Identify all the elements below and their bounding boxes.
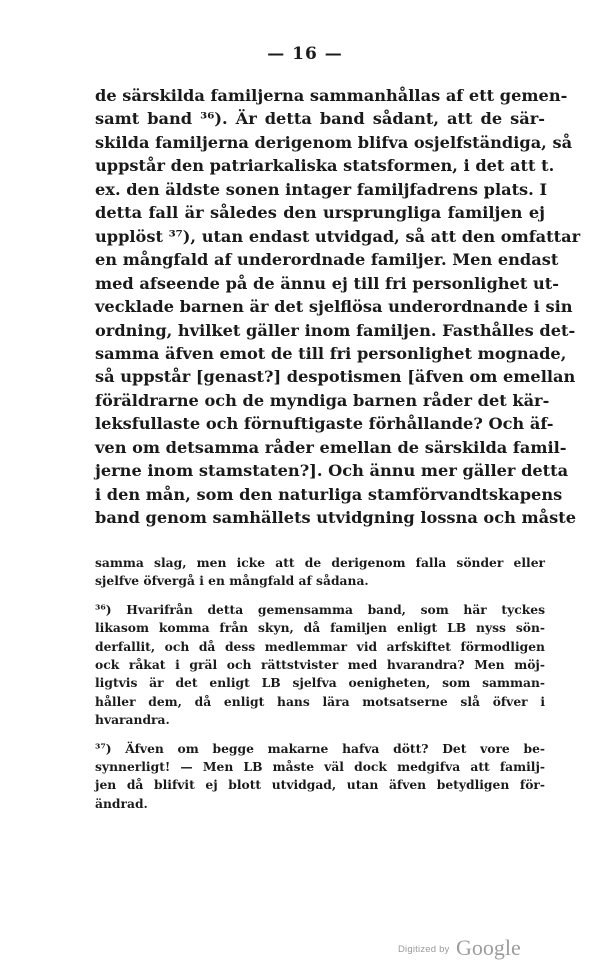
footnote-line: ligtvis är det enligt LB sjelfva oenigheten, som samman- <box>95 675 545 691</box>
body-line: skilda familjerna derigenom blifva osjelfständiga, så <box>95 132 573 152</box>
digitized-watermark <box>398 935 521 961</box>
footnote-line: ock råkat i gräl och rättstvister med hvarandra? Men möj- <box>95 657 545 673</box>
body-line: ordning, hvilket gäller inom familjen. Fasthålles det- <box>95 320 576 340</box>
body-line: leksfullaste och förnuftigaste förhållande? Och äf- <box>95 414 554 434</box>
footnote-line: jen då blifvit ej blott utvidgad, utan äfven betydligen för- <box>95 777 545 793</box>
body-line: jerne inom stamstaten?]. Och ännu mer gäller detta <box>95 461 569 481</box>
main-text <box>95 84 581 530</box>
footnote-line: samma slag, men icke att de derigenom falla sönder eller <box>95 555 545 570</box>
body-line: i den mån, som den naturliga stamförvandtskapens <box>95 484 563 504</box>
footnote-line: derfallit, och då dess medlemmar vid arfskiftet förmodligen <box>95 638 545 654</box>
footnotes <box>95 554 545 813</box>
google-logo: Google <box>455 935 521 960</box>
watermark-prefix: Digitized by <box>398 944 450 955</box>
body-line: detta fall är således den ursprungliga familjen ej <box>95 203 545 223</box>
footnote-line: sjelfve öfvergå i en mångfald af sådana. <box>95 573 369 589</box>
footnote-line: ³⁷) Äfven om begge makarne hafva dött? Det vore be- <box>95 740 545 756</box>
footnote-line: ³⁶) Hvarifrån detta gemensamma band, som här tyckes <box>95 601 545 617</box>
body-line: de särskilda familjerna sammanhållas af ett gemen- <box>95 86 568 105</box>
body-line: en mångfald af underordnade familjer. Men endast <box>95 250 559 270</box>
footnote-line: synnerligt! — Men LB måste väl dock medgifva att familj- <box>95 759 545 775</box>
body-line: ven om detsamma råder emellan de särskilda famil- <box>95 437 567 457</box>
body-line: samt band ³⁶). Är detta band sådant, att de sär- <box>95 109 545 129</box>
body-line: med afseende på de ännu ej till fri personlighet ut- <box>95 273 559 293</box>
footnote-continuation <box>95 554 545 591</box>
body-line: vecklade barnen är det sjelflösa underordnande i sin <box>95 297 573 317</box>
body-line: upplöst ³⁷), utan endast utvidgad, så att den omfattar <box>95 226 581 246</box>
body-line: band genom samhällets utvidgning lossna och måste <box>95 508 577 528</box>
page-number: — 16 — <box>267 44 343 64</box>
body-line: samma äfven emot de till fri personlighet mognade, <box>95 343 567 363</box>
footnote-37 <box>95 740 545 814</box>
footnote-line: likasom komma från skyn, då familjen enligt LB nyss sön- <box>95 620 545 636</box>
body-line: ex. den äldste sonen intager familjfadrens plats. I <box>95 179 548 199</box>
body-line: uppstår den patriarkaliska statsformen, i det att t. <box>95 156 555 176</box>
body-line: så uppstår [genast?] despotismen [äfven om emellan <box>95 367 576 387</box>
footnote-36 <box>95 601 545 730</box>
footnote-line: ändrad. <box>95 795 148 811</box>
footnote-line: håller dem, då enligt hans lära motsatserne slå öfver i <box>95 693 545 709</box>
footnote-line: hvarandra. <box>95 712 170 728</box>
body-line: föräldrarne och de myndiga barnen råder det kär- <box>95 390 550 410</box>
